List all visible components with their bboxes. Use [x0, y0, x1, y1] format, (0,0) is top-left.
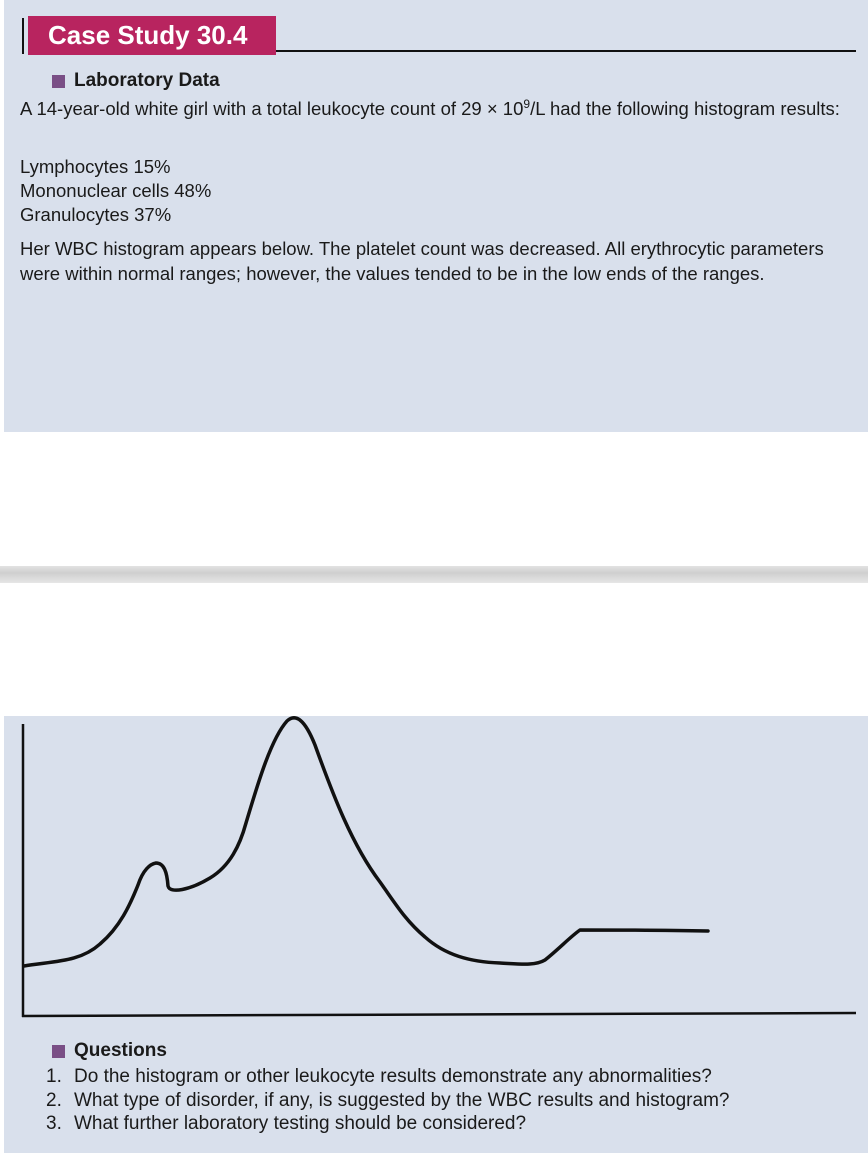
histogram-curve: [24, 718, 708, 966]
result-mononuclear: Mononuclear cells 48%: [20, 180, 212, 201]
wbc-histogram: [0, 700, 868, 1030]
title-rule-left: [22, 18, 24, 54]
question-number: 1.: [46, 1066, 62, 1087]
case-study-title: Case Study 30.4: [28, 16, 276, 55]
title-rule: [276, 50, 856, 52]
lab-data-heading: [52, 70, 220, 92]
histogram-x-axis: [22, 1013, 856, 1016]
square-bullet-icon: [52, 1045, 65, 1058]
lab-data-heading-text: Laboratory Data: [74, 70, 220, 91]
question-item: [46, 1112, 729, 1136]
lab-intro: [20, 96, 860, 122]
intro-suffix: /L had the following histogram results:: [530, 98, 840, 119]
intro-exponent: 9: [523, 96, 531, 111]
questions-heading: [52, 1040, 167, 1062]
question-text: What type of disorder, if any, is suggested by the WBC results and histogram?: [74, 1089, 730, 1111]
question-text: What further laboratory testing should be considered?: [74, 1113, 527, 1134]
questions-list: [46, 1065, 729, 1136]
question-text: Do the histogram or other leukocyte results demonstrate any abnormalities?: [74, 1066, 712, 1087]
questions-heading-text: Questions: [74, 1040, 167, 1061]
page-divider: [0, 566, 868, 583]
intro-prefix: A 14-year-old white girl with a total leukocyte count of 29 × 10: [20, 98, 524, 119]
question-item: [46, 1089, 729, 1113]
result-granulocytes: Granulocytes 37%: [20, 204, 172, 225]
square-bullet-icon: [52, 75, 65, 88]
result-lymphocytes: Lymphocytes 15%: [20, 156, 171, 177]
question-number: 3.: [46, 1113, 62, 1134]
question-item: [46, 1065, 729, 1089]
question-number: 2.: [46, 1089, 62, 1111]
lab-results-list: [20, 155, 211, 227]
lab-narrative: Her WBC histogram appears below. The platelet count was decreased. All erythrocytic parameters were within normal ranges; however, the values tended to be in the low ends of the ranges.: [20, 238, 824, 284]
